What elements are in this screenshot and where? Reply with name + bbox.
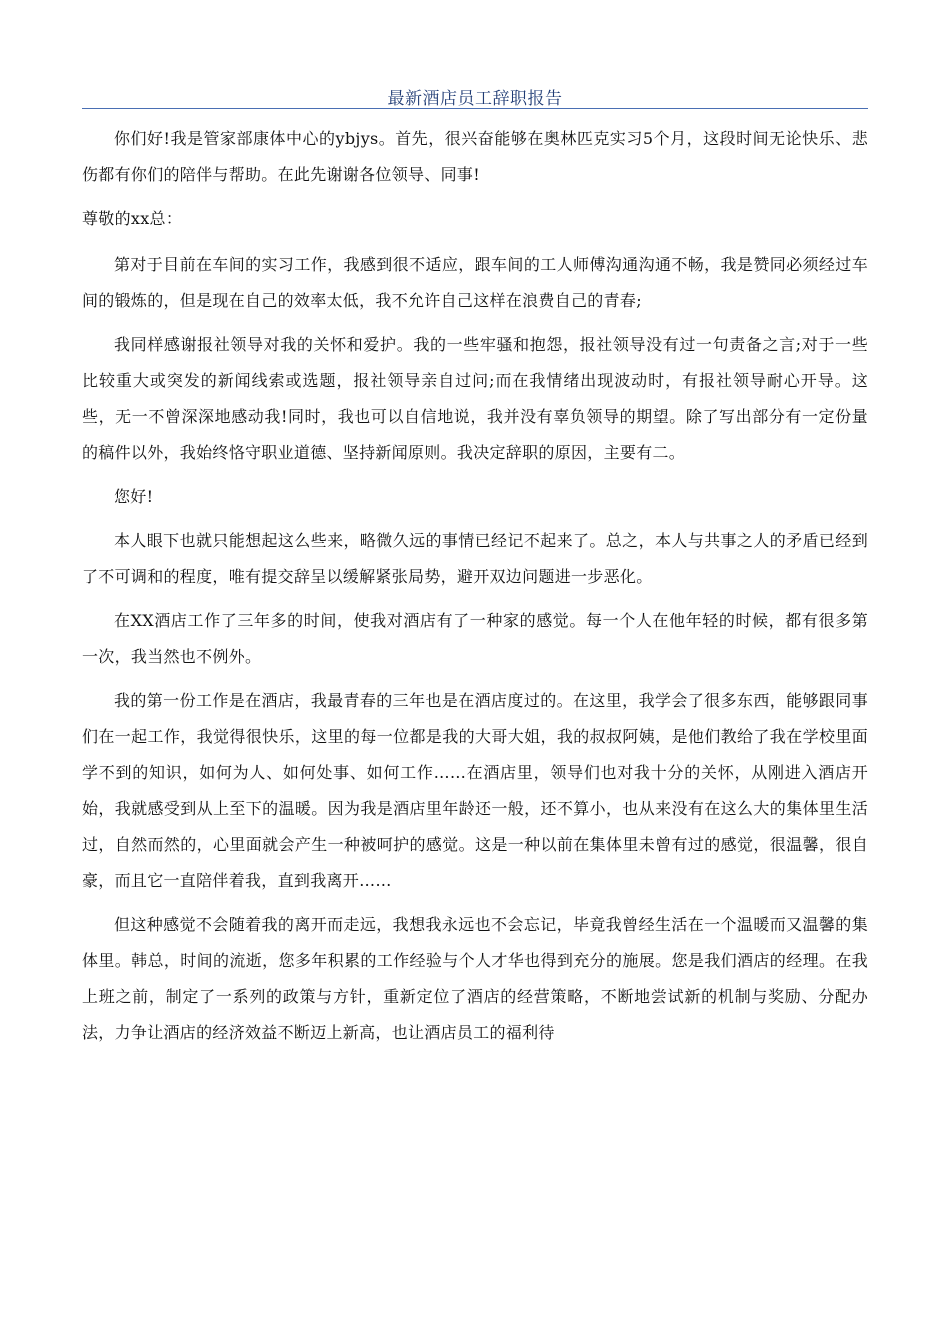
title-underline (82, 108, 868, 109)
paragraph-hello: 您好! (114, 487, 154, 506)
title-block (82, 0, 868, 110)
paragraph-first-job: 我的第一份工作是在酒店，我最青春的三年也是在酒店度过的。在这里，我学会了很多东西，能够跟同事们在一起工作，我觉得很快乐，这里的每一位都是我的大哥大姐，我的叔叔阿姨，是他们教给了我在学校里面学不到的知识，如何为人、如何处事、如何工作……在酒店里，领导们也对我十分的关怀，从刚进入酒店开始，我就感受到从上至下的温暖。因为我是酒店里年龄还一般，还不算小，也从来没有在这么大的集体里生活过，自然而然的，心里面就会产生一种被呵护的感觉。这是一种以前在集体里未曾有过的感觉，很温馨，很自豪，而且它一直陪伴着我，直到我离开…… (82, 691, 868, 890)
paragraph-intro: 你们好!我是管家部康体中心的ybjys。首先，很兴奋能够在奥林匹克实习5个月，这段时间无论快乐、悲伤都有你们的陪伴与帮助。在此先谢谢各位领导、同事! (82, 129, 868, 184)
paragraph-newspaper: 我同样感谢报社领导对我的关怀和爱护。我的一些牢骚和抱怨，报社领导没有过一句责备之言;对于一些比较重大或突发的新闻线索或选题，报社领导亲自过问;而在我情绪出现波动时，有报社领导耐心开导。这些，无一不曾深深地感动我!同时，我也可以自信地说，我并没有辜负领导的期望。除了写出部分有一定份量的稿件以外，我始终恪守职业道德、坚持新闻原则。我决定辞职的原因，主要有二。 (82, 335, 868, 462)
document-page (82, 0, 868, 1059)
paragraph-three-years: 在XX酒店工作了三年多的时间，使我对酒店有了一种家的感觉。每一个人在他年轻的时候，都有很多第一次，我当然也不例外。 (82, 611, 868, 666)
paragraph-salutation: 尊敬的xx总： (82, 209, 183, 228)
document-title: 最新酒店员工辞职报告 (387, 89, 563, 109)
paragraph-manager: 但这种感觉不会随着我的离开而走远，我想我永远也不会忘记，毕竟我曾经生活在一个温暖而又温馨的集体里。韩总，时间的流逝，您多年积累的工作经验与个人才华也得到充分的施展。您是我们酒店的经理。在我上班之前，制定了一系列的政策与方针，重新定位了酒店的经营策略，不断地尝试新的机制与奖励、分配办法，力争让酒店的经济效益不断迈上新高，也让酒店员工的福利待 (82, 915, 868, 1042)
paragraph-workshop: 第对于目前在车间的实习工作，我感到很不适应，跟车间的工人师傅沟通沟通不畅，我是赞同必须经过车间的锻炼的，但是现在自己的效率太低，我不允许自己这样在浪费自己的青春; (82, 255, 868, 310)
paragraph-conflict: 本人眼下也就只能想起这么些来，略微久远的事情已经记不起来了。总之，本人与共事之人的矛盾已经到了不可调和的程度，唯有提交辞呈以缓解紧张局势，避开双边问题进一步恶化。 (82, 531, 868, 586)
